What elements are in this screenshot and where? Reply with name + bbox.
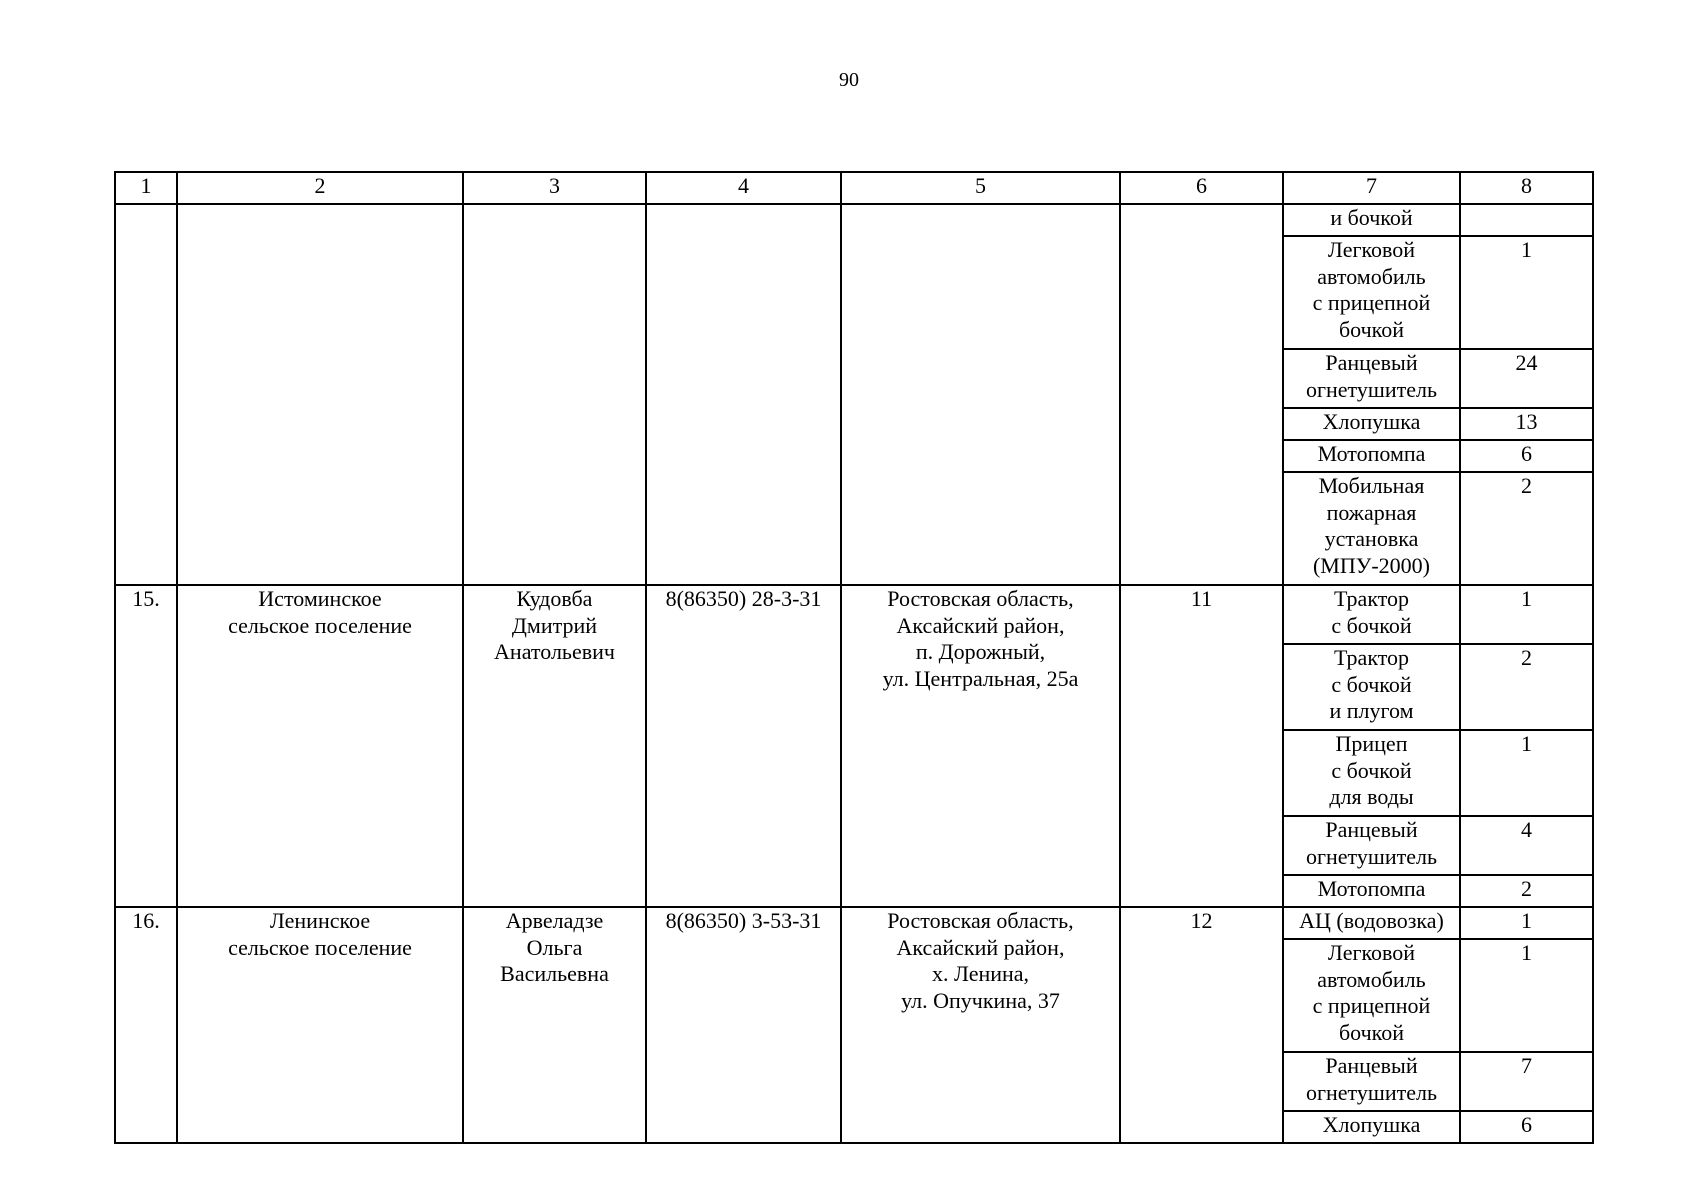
continuation-empty-cell <box>115 204 177 585</box>
equipment-qty: 7 <box>1460 1052 1593 1111</box>
equipment-name: Трактор с бочкой и плугом <box>1283 644 1460 730</box>
header-cell: 5 <box>841 172 1120 204</box>
equipment-qty: 1 <box>1460 907 1593 939</box>
equipment-qty: 6 <box>1460 1111 1593 1143</box>
row-number: 15. <box>115 585 177 907</box>
equipment-table <box>114 171 1594 1144</box>
table-row <box>115 204 1593 236</box>
table-row <box>115 585 1593 644</box>
equipment-name: Мотопомпа <box>1283 440 1460 472</box>
equipment-name: Ранцевый огнетушитель <box>1283 1052 1460 1111</box>
continuation-empty-cell <box>841 204 1120 585</box>
page-number: 90 <box>839 69 859 91</box>
equipment-name: Трактор с бочкой <box>1283 585 1460 644</box>
header-cell: 4 <box>646 172 841 204</box>
equipment-qty: 6 <box>1460 440 1593 472</box>
personnel-count: 12 <box>1120 907 1283 1143</box>
continuation-empty-cell <box>177 204 463 585</box>
equipment-name: Мотопомпа <box>1283 875 1460 907</box>
equipment-name: Прицеп с бочкой для воды <box>1283 730 1460 816</box>
header-cell: 7 <box>1283 172 1460 204</box>
responsible-person: Арвеладзе Ольга Васильевна <box>463 907 646 1143</box>
equipment-qty: 1 <box>1460 236 1593 349</box>
settlement-name: Ленинское сельское поселение <box>177 907 463 1143</box>
equipment-name: Легковой автомобиль с прицепной бочкой <box>1283 236 1460 349</box>
equipment-name: Ранцевый огнетушитель <box>1283 816 1460 875</box>
header-cell: 3 <box>463 172 646 204</box>
equipment-name: Легковой автомобиль с прицепной бочкой <box>1283 939 1460 1052</box>
settlement-name: Истоминское сельское поселение <box>177 585 463 907</box>
header-cell: 8 <box>1460 172 1593 204</box>
equipment-name: Мобильная пожарная установка (МПУ-2000) <box>1283 472 1460 585</box>
equipment-name: Ранцевый огнетушитель <box>1283 349 1460 408</box>
equipment-qty <box>1460 204 1593 236</box>
equipment-name: и бочкой <box>1283 204 1460 236</box>
header-row <box>115 172 1593 204</box>
continuation-empty-cell <box>463 204 646 585</box>
equipment-name: Хлопушка <box>1283 1111 1460 1143</box>
row-number: 16. <box>115 907 177 1143</box>
phone-number: 8(86350) 3-53-31 <box>646 907 841 1143</box>
address: Ростовская область, Аксайский район, х. Ленина, ул. Опучкина, 37 <box>841 907 1120 1143</box>
responsible-person: Кудовба Дмитрий Анатольевич <box>463 585 646 907</box>
header-cell: 2 <box>177 172 463 204</box>
header-cell: 6 <box>1120 172 1283 204</box>
continuation-empty-cell <box>1120 204 1283 585</box>
equipment-qty: 13 <box>1460 408 1593 440</box>
header-cell: 1 <box>115 172 177 204</box>
equipment-qty: 1 <box>1460 585 1593 644</box>
equipment-name: АЦ (водовозка) <box>1283 907 1460 939</box>
equipment-name: Хлопушка <box>1283 408 1460 440</box>
equipment-qty: 2 <box>1460 472 1593 585</box>
personnel-count: 11 <box>1120 585 1283 907</box>
equipment-qty: 2 <box>1460 644 1593 730</box>
equipment-qty: 1 <box>1460 730 1593 816</box>
equipment-qty: 4 <box>1460 816 1593 875</box>
table-row <box>115 907 1593 939</box>
equipment-qty: 1 <box>1460 939 1593 1052</box>
equipment-qty: 2 <box>1460 875 1593 907</box>
address: Ростовская область, Аксайский район, п. Дорожный, ул. Центральная, 25а <box>841 585 1120 907</box>
equipment-qty: 24 <box>1460 349 1593 408</box>
phone-number: 8(86350) 28-3-31 <box>646 585 841 907</box>
continuation-empty-cell <box>646 204 841 585</box>
